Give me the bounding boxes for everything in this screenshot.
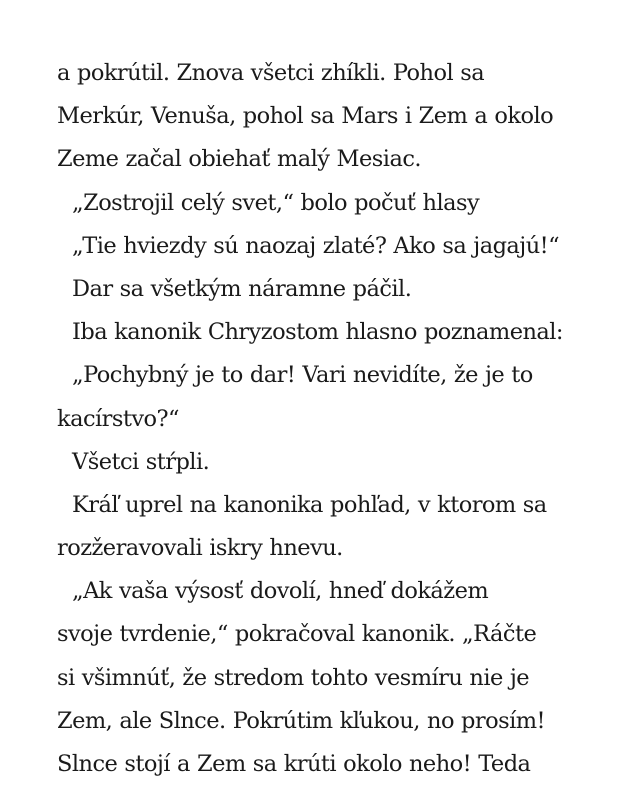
body-text	[57, 52, 617, 786]
text-line-14: svoje tvrdenie,“ pokračoval kanonik. „Ráčte	[57, 621, 537, 648]
text-line-7: Iba kanonik Chryzostom hlasno poznamenal:	[72, 319, 563, 346]
text-line-8: „Pochybný je to dar! Vari nevidíte, že je to	[72, 362, 533, 389]
text-line-6: Dar sa všetkým náramne páčil.	[72, 275, 412, 302]
text-line-1: a pokrútil. Znova všetci zhíkli. Pohol sa	[57, 60, 485, 86]
text-line-10: Všetci stŕpli.	[72, 448, 210, 475]
text-line-2: Merkúr, Venuša, pohol sa Mars i Zem a okolo	[57, 103, 554, 130]
text-line-13: „Ak vaša výsosť dovolí, hneď dokážem	[72, 578, 489, 605]
text-line-17: Slnce stojí a Zem sa krúti okolo neho! Teda	[57, 751, 531, 777]
text-line-5: „Tie hviezdy sú naozaj zlaté? Ako sa jagajú!“	[72, 232, 560, 259]
text-line-3: Zeme začal obiehať malý Mesiac.	[57, 146, 421, 173]
text-line-11: Kráľ uprel na kanonika pohľad, v ktorom sa	[72, 491, 547, 518]
text-line-16: Zem, ale Slnce. Pokrútim kľukou, no prosím!	[57, 707, 546, 734]
text-line-12: rozžeravovali iskry hnevu.	[57, 535, 343, 562]
text-line-15: si všimnúť, že stredom tohto vesmíru nie je	[57, 664, 530, 691]
text-line-9: kacírstvo?“	[57, 405, 179, 432]
text-line-4: „Zostrojil celý svet,“ bolo počuť hlasy	[72, 189, 480, 216]
